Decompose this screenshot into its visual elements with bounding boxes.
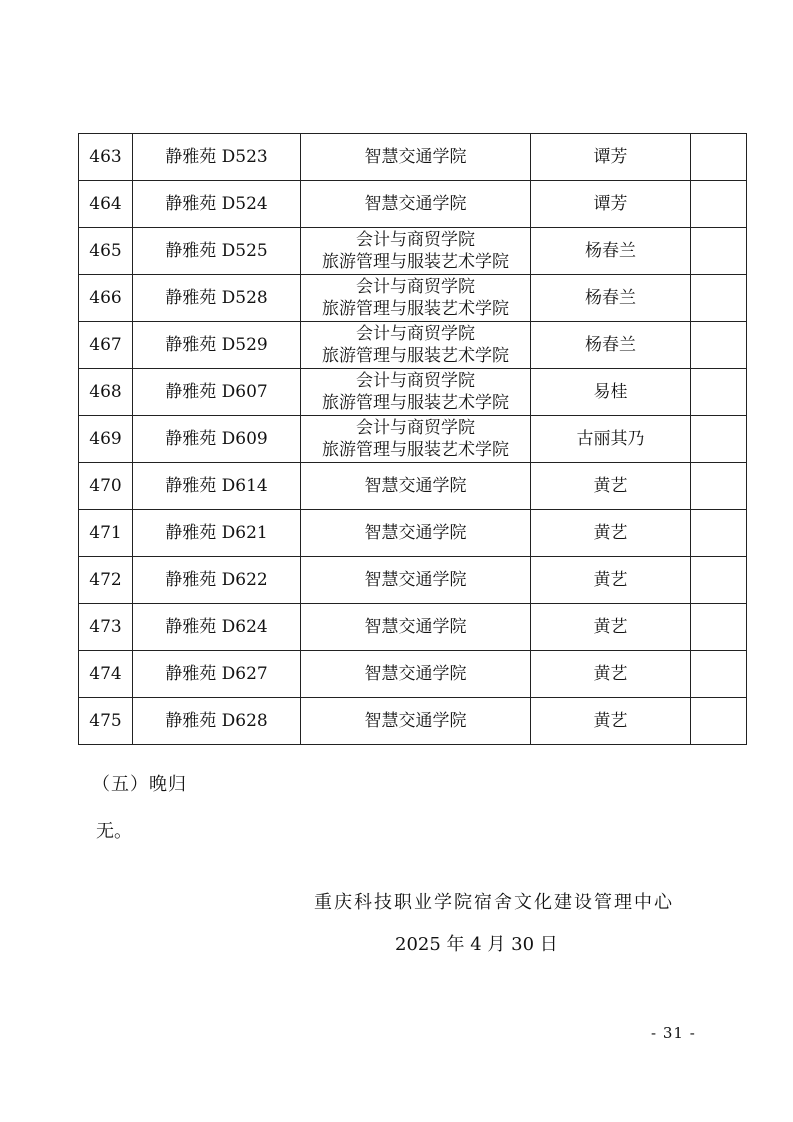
table-row — [79, 604, 747, 651]
room-cell: 静雅苑 D524 — [133, 181, 301, 228]
college-cell — [301, 463, 531, 510]
college-name: 智慧交通学院 — [364, 617, 467, 637]
college-name: 旅游管理与服装艺术学院 — [322, 346, 509, 366]
college-cell — [301, 369, 531, 416]
person-cell: 黄艺 — [531, 604, 691, 651]
room-cell: 静雅苑 D628 — [133, 698, 301, 745]
row-number-cell: 469 — [79, 416, 133, 463]
person-cell: 杨春兰 — [531, 322, 691, 369]
room-cell: 静雅苑 D607 — [133, 369, 301, 416]
row-number-cell: 467 — [79, 322, 133, 369]
college-cell — [301, 181, 531, 228]
row-number-cell: 475 — [79, 698, 133, 745]
person-cell: 黄艺 — [531, 698, 691, 745]
row-number-cell: 464 — [79, 181, 133, 228]
table-row — [79, 134, 747, 181]
signature-organization: 重庆科技职业学院宿舍文化建设管理中心 — [314, 892, 674, 913]
table-row — [79, 651, 747, 698]
note-cell — [691, 181, 747, 228]
college-name: 旅游管理与服装艺术学院 — [322, 299, 509, 319]
person-cell: 黄艺 — [531, 510, 691, 557]
college-name: 旅游管理与服装艺术学院 — [322, 252, 509, 272]
person-cell: 谭芳 — [531, 134, 691, 181]
table-row — [79, 416, 747, 463]
college-name: 智慧交通学院 — [364, 476, 467, 496]
college-cell — [301, 322, 531, 369]
note-cell — [691, 557, 747, 604]
note-cell — [691, 463, 747, 510]
person-cell: 黄艺 — [531, 463, 691, 510]
row-number-cell: 465 — [79, 228, 133, 275]
row-number-cell: 474 — [79, 651, 133, 698]
table-row — [79, 369, 747, 416]
note-cell — [691, 416, 747, 463]
note-cell — [691, 275, 747, 322]
row-number-cell: 471 — [79, 510, 133, 557]
page-number: - 31 - — [651, 1024, 696, 1042]
college-name: 会计与商贸学院 — [356, 324, 475, 344]
note-cell — [691, 604, 747, 651]
row-number-cell: 470 — [79, 463, 133, 510]
table-row — [79, 275, 747, 322]
person-cell: 黄艺 — [531, 651, 691, 698]
college-cell — [301, 604, 531, 651]
row-number-cell: 468 — [79, 369, 133, 416]
college-name: 智慧交通学院 — [364, 570, 467, 590]
person-cell: 易桂 — [531, 369, 691, 416]
table-row — [79, 181, 747, 228]
college-cell — [301, 651, 531, 698]
college-name: 旅游管理与服装艺术学院 — [322, 393, 509, 413]
college-name: 旅游管理与服装艺术学院 — [322, 440, 509, 460]
note-cell — [691, 322, 747, 369]
college-cell — [301, 557, 531, 604]
dormitory-table — [78, 133, 747, 745]
room-cell: 静雅苑 D627 — [133, 651, 301, 698]
note-cell — [691, 369, 747, 416]
table-row — [79, 557, 747, 604]
college-name: 智慧交通学院 — [364, 711, 467, 731]
person-cell: 谭芳 — [531, 181, 691, 228]
signature-date: 2025 年 4 月 30 日 — [395, 934, 558, 955]
person-cell: 杨春兰 — [531, 228, 691, 275]
row-number-cell: 472 — [79, 557, 133, 604]
room-cell: 静雅苑 D525 — [133, 228, 301, 275]
college-cell — [301, 698, 531, 745]
person-cell: 杨春兰 — [531, 275, 691, 322]
note-cell — [691, 651, 747, 698]
table-row — [79, 510, 747, 557]
room-cell: 静雅苑 D529 — [133, 322, 301, 369]
college-name: 会计与商贸学院 — [356, 418, 475, 438]
row-number-cell: 466 — [79, 275, 133, 322]
college-cell — [301, 134, 531, 181]
room-cell: 静雅苑 D609 — [133, 416, 301, 463]
college-name: 会计与商贸学院 — [356, 277, 475, 297]
college-name: 智慧交通学院 — [364, 664, 467, 684]
college-name: 会计与商贸学院 — [356, 230, 475, 250]
college-name: 智慧交通学院 — [364, 523, 467, 543]
room-cell: 静雅苑 D622 — [133, 557, 301, 604]
college-name: 会计与商贸学院 — [356, 371, 475, 391]
room-cell: 静雅苑 D624 — [133, 604, 301, 651]
table-row — [79, 322, 747, 369]
table-row — [79, 463, 747, 510]
college-name: 智慧交通学院 — [364, 194, 467, 214]
college-cell — [301, 275, 531, 322]
person-cell: 古丽其乃 — [531, 416, 691, 463]
table-body — [79, 134, 747, 745]
college-name: 智慧交通学院 — [364, 147, 467, 167]
row-number-cell: 463 — [79, 134, 133, 181]
person-cell: 黄艺 — [531, 557, 691, 604]
college-cell — [301, 416, 531, 463]
note-cell — [691, 510, 747, 557]
room-cell: 静雅苑 D621 — [133, 510, 301, 557]
row-number-cell: 473 — [79, 604, 133, 651]
table-row — [79, 228, 747, 275]
table-row — [79, 698, 747, 745]
room-cell: 静雅苑 D528 — [133, 275, 301, 322]
room-cell: 静雅苑 D523 — [133, 134, 301, 181]
note-cell — [691, 228, 747, 275]
college-cell — [301, 228, 531, 275]
section-body-text: 无。 — [96, 821, 132, 842]
note-cell — [691, 698, 747, 745]
room-cell: 静雅苑 D614 — [133, 463, 301, 510]
section-heading: （五）晚归 — [92, 774, 187, 795]
note-cell — [691, 134, 747, 181]
college-cell — [301, 510, 531, 557]
